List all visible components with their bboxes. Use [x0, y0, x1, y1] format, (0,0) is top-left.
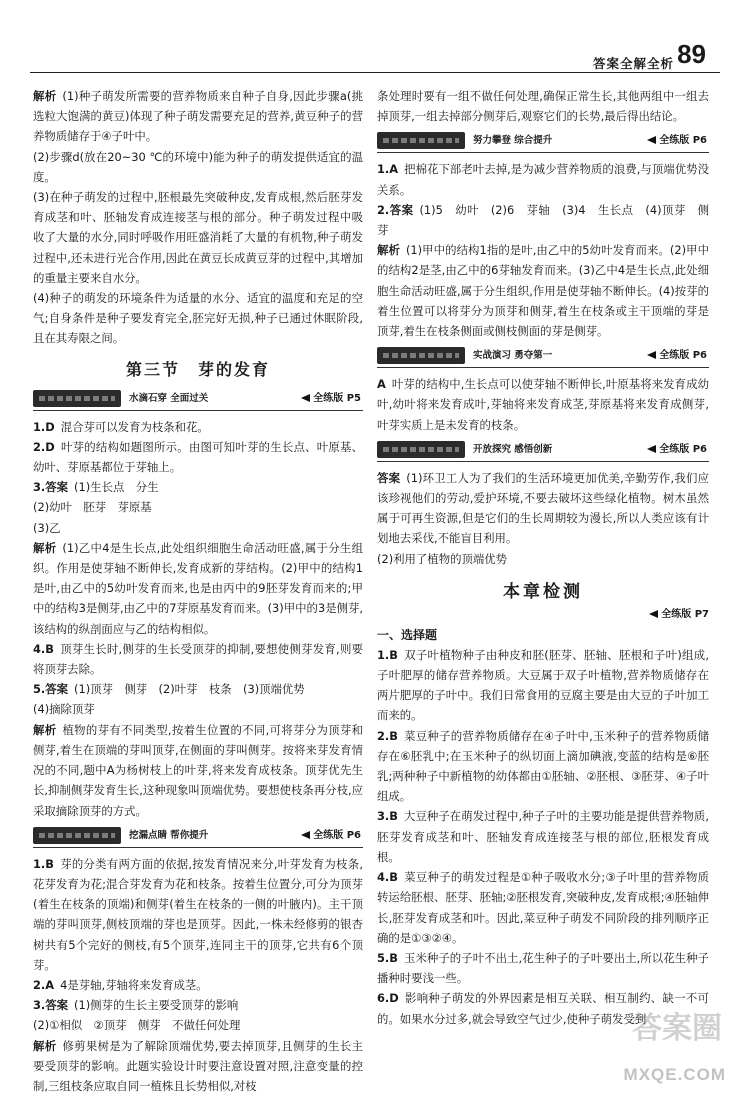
answer-key: 2.A — [33, 977, 55, 992]
answer-text: 大豆种子在萌发过程中,种子子叶的主要功能是提供营养物质,胚芽发育成茎和叶、胚轴发育成连接茎与根的部位,胚根发育成根。 — [377, 809, 709, 864]
answer-text: 菜豆种子的营养物质储存在④子叶中,玉米种子的营养物质储存在⑥胚乳中;在玉米种子的纵切面上滴加碘液,变蓝的结构是⑥胚乳;两种种子中新植物的幼体都由①胚轴、②胚根、③胚芽、④子叶组成。 — [377, 728, 709, 804]
answer-paragraph — [377, 468, 709, 549]
answer-paragraph — [33, 699, 363, 719]
arrow-icon — [301, 831, 310, 839]
page-number: 89 — [677, 39, 706, 69]
header-rule — [30, 72, 720, 73]
header-label: 答案全解全析 — [592, 56, 674, 71]
chapter-title: 本章检测 — [503, 581, 583, 602]
answer-text: (1)顶芽 侧芽 (2)叶芽 枝条 (3)顶端优势 — [74, 682, 305, 697]
answer-text: 双子叶植物种子由种皮和胚(胚芽、胚轴、胚根和子叶)组成,子叶肥厚的储存营养物质。大豆属于双子叶植物,营养物质储存在两片肥厚的子叶中。我们日常食用的豆腐主要是由大豆的子叶加工而来的。 — [377, 647, 709, 723]
banner-slogan: 水滴石穿 全面过关 — [129, 392, 209, 404]
answer-paragraph — [33, 288, 363, 349]
answer-key: 2.B — [377, 728, 398, 743]
answer-paragraph — [377, 726, 709, 807]
answer-text: 顶芽生长时,侧芽的生长受顶芽的抑制,要想使侧芽发育,则要将顶芽去除。 — [33, 641, 363, 677]
banner-version: 全练版 P6 — [647, 440, 707, 460]
answer-text: 影响种子萌发的外界因素是相互关联、相互制约、缺一不可的。如果水分过多,就会导致空气过少,使种子萌发受到 — [377, 991, 709, 1026]
answer-key: A — [377, 377, 386, 392]
page-header — [0, 0, 750, 78]
answer-paragraph — [33, 86, 363, 147]
answer-text: (1)甲中的结构1指的是叶,由乙中的5幼叶发育而来。(2)甲中的结构2是茎,由乙中的6芽轴发育而来。(3)乙中4是生长点,此处细胞生命活动旺盛,属于分生组织,作用是使芽轴不断伸长。(4)按芽的着生位置可以将芽分为顶芽和侧芽,着生在枝条或主干顶端的芽是顶芽,着生在枝条侧面或侧枝侧面的芽是侧芽。 — [377, 243, 709, 339]
answer-paragraph — [33, 497, 363, 517]
answer-paragraph — [377, 374, 709, 435]
answer-paragraph — [33, 187, 363, 288]
answer-text: (1)5 幼叶 (2)6 芽轴 (3)4 生长点 (4)顶芽 侧芽 — [377, 202, 709, 238]
banner-slogan: 实战演习 勇夺第一 — [473, 350, 553, 362]
answer-key: 2.D — [33, 439, 55, 454]
answer-text: (1)种子萌发所需要的营养物质来自种子自身,因此步骤a(挑选粒大饱满的黄豆)体现了种子萌发需要充足的营养,黄豆种子的营养物质储存于④子叶中。 — [33, 89, 363, 144]
answer-text: (4)摘除顶芽 — [33, 702, 95, 717]
answer-text: (3)在种子萌发的过程中,胚根最先突破种皮,发育成根,然后胚芽发育成茎和叶、胚轴发育成连接茎与根的部分。种子萌发过程中吸收了大量的水分,同时呼吸作用旺盛消耗了大量的有机物,种子萌发过程中,还未进行光合作用,因此在黄豆长成黄豆芽的过程中,其增加的重量主要来自水分。 — [33, 190, 363, 285]
banner-tag-graphic — [377, 132, 465, 149]
answer-text: (1)乙中4是生长点,此处组织细胞生命活动旺盛,属于分生组织。作用是使芽轴不断伸长,发育成新的芽结构。(2)甲中的结构1是叶,由乙中的5幼叶发育而来,也是由丙中的9胚芽发育而来的;甲中的结构3是侧芽,由乙中的7芽原基发育而来。(3)甲中的3是侧芽,该结构的纵剖面应与乙的结构相似。 — [33, 540, 363, 636]
arrow-icon — [647, 445, 656, 453]
banner-exam — [377, 346, 709, 368]
answer-key: 答案 — [377, 470, 401, 485]
answer-key: 3.B — [377, 809, 398, 824]
banner-version: 全练版 P6 — [647, 346, 707, 366]
answer-key: 5.B — [377, 950, 398, 965]
answer-key: 解析 — [33, 540, 57, 555]
answer-paragraph — [33, 1036, 363, 1097]
answers-comprehensive — [377, 159, 709, 341]
answer-paragraph — [33, 538, 363, 639]
answer-text: (1)环卫工人为了我们的生活环境更加优美,辛勤劳作,我们应该珍视他们的劳动,爱护环境,不要去破坏这些绿化植物。树木虽然属于可再生资源,但是它们的生长周期较为漫长,所以人类应该有计划地去采伐,不能盲目利用。 — [377, 470, 709, 546]
answer-text: 叶芽的结构如题图所示。由图可知叶芽的生长点、叶原基、幼叶、芽原基都位于芽轴上。 — [33, 439, 363, 475]
answer-key: 5.答案 — [33, 682, 69, 697]
answer-key: 3.答案 — [33, 480, 69, 495]
answer-text: (1)侧芽的生长主要受顶芽的影响 — [74, 998, 239, 1013]
answer-text: 菜豆种子的萌发过程是①种子吸收水分;③子叶里的营养物质转运给胚根、胚芽、胚轴;②胚根发育,突破种皮,发育成根;④胚轴伸长,胚芽发育成茎和叶。因此,菜豆种子萌发不同阶段的排列顺序正确的是①③②④。 — [377, 870, 709, 945]
answer-text: 4是芽轴,芽轴将来发育成茎。 — [60, 977, 208, 992]
answer-paragraph — [33, 854, 363, 975]
answer-text: (2)①相似 ②顶芽 侧芽 不做任何处理 — [33, 1018, 241, 1033]
answer-text: (2)利用了植物的顶端优势 — [377, 551, 508, 566]
banner-comprehensive — [377, 131, 709, 153]
answer-paragraph — [33, 1015, 363, 1035]
banner-tag-graphic — [33, 390, 121, 407]
answer-text: 把棉花下部老叶去掉,是为减少营养物质的浪费,与顶端优势没关系。 — [377, 162, 709, 197]
answer-paragraph — [377, 159, 709, 199]
answer-text: (2)步骤d(放在20~30 ℃的环境中)能为种子的萌发提供适宜的温度。 — [33, 149, 363, 184]
answer-paragraph — [33, 720, 363, 821]
answer-paragraph — [377, 948, 709, 988]
answer-text: 修剪果树是为了解除顶端优势,要去掉顶芽,且侧芽的生长主要受顶芽的影响。此题实验设计时要注意设置对照,注意变量的控制,三组枝条应取自同一植株且长势相似,对枝 — [33, 1038, 363, 1093]
answer-key: 2.答案 — [377, 202, 414, 217]
answer-key: 1.B — [33, 856, 54, 871]
answer-text: 叶芽的结构中,生长点可以使芽轴不断伸长,叶原基将来发育成幼叶,幼叶将来发育成叶,芽轴将来发育成茎,芽原基将来发育成侧芽,叶芽实质上是未发育的枝条。 — [377, 377, 709, 432]
answer-key: 1.D — [33, 419, 55, 434]
watermark-url: MXQE.COM — [623, 1064, 726, 1084]
answer-paragraph — [377, 549, 709, 569]
answer-text: (4)种子的萌发的环境条件为适量的水分、适宜的温度和充足的空气;自身条件是种子要发育完全,胚完好无损,种子已通过休眠阶段,且在其寿限之间。 — [33, 291, 363, 346]
left-column — [33, 86, 363, 1096]
answer-paragraph — [377, 200, 709, 240]
section-title: 第三节 芽的发育 — [125, 359, 270, 379]
answers-explore — [377, 468, 709, 569]
answer-key: 解析 — [33, 1038, 57, 1053]
answers-basic — [33, 417, 363, 821]
right-column — [377, 86, 709, 1029]
banner-version: 全练版 P5 — [301, 389, 361, 409]
continued-text: 条处理时要有一组不做任何处理,确保正常生长,其他两组中一组去掉顶芽,一组去掉部分侧芽后,观察它们的长势,最后得出结论。 — [377, 89, 709, 124]
answer-paragraph — [33, 518, 363, 538]
answer-paragraph — [377, 867, 709, 948]
answer-paragraph — [33, 437, 363, 477]
answer-paragraph — [33, 679, 363, 699]
answers-chapter — [377, 645, 709, 1029]
answer-paragraph — [33, 995, 363, 1015]
watermark-text: 答案圈 — [632, 1012, 722, 1045]
banner-tag-graphic — [33, 827, 121, 844]
answers-improve — [33, 854, 363, 1096]
answer-text: (1)生长点 分生 — [74, 480, 159, 495]
answer-paragraph — [33, 975, 363, 995]
answer-paragraph — [33, 639, 363, 679]
answer-text: (3)乙 — [33, 520, 61, 535]
answer-paragraph — [33, 147, 363, 187]
banner-slogan: 挖漏点睛 帮你提升 — [129, 829, 209, 841]
answer-key: 1.A — [377, 162, 399, 177]
answer-key: 4.B — [33, 641, 54, 656]
answer-key: 解析 — [33, 722, 57, 737]
subheading-choice: 一、选择题 — [377, 627, 438, 642]
answer-key: 3.答案 — [33, 998, 69, 1013]
banner-version: 全练版 P6 — [301, 826, 361, 846]
arrow-icon — [647, 136, 656, 144]
intro-block — [33, 86, 363, 349]
answer-text: 芽的分类有两方面的依据,按发育情况来分,叶芽发育为枝条,花芽发育为花;混合芽发育为花和枝条。按着生位置分,可分为顶芽(着生在枝条的顶端)和侧芽(着生在枝条的一侧的叶腋内)。主干顶端的芽叫顶芽,侧枝顶端的芽也是顶芽。因此,一株未经修剪的银杏树共有5个完好的侧枝,有5个顶芽,连同主干的顶芽,它共有6个顶芽。 — [33, 856, 363, 972]
arrow-icon — [649, 610, 658, 618]
answer-text: 混合芽可以发育为枝条和花。 — [60, 419, 209, 434]
answer-paragraph — [377, 806, 709, 867]
answer-paragraph — [377, 240, 709, 341]
banner-explore — [377, 440, 709, 462]
answer-text: 玉米种子的子叶不出土,花生种子的子叶要出土,所以花生种子播种时要浅一些。 — [377, 950, 709, 986]
answer-paragraph — [377, 645, 709, 726]
answer-key: 解析 — [33, 89, 57, 103]
chapter-version: 全练版 P7 — [377, 607, 709, 623]
answers-exam — [377, 374, 709, 435]
answer-text: 植物的芽有不同类型,按着生位置的不同,可将芽分为顶芽和侧芽,着生在顶端的芽叫顶芽,在侧面的芽叫侧芽。按将来芽发育情况的不同,题中A为杨树枝上的叶芽,将来发育成枝条。顶芽优先生长,抑制侧芽发育生长,这种现象叫顶端优势。要想使枝条再分枝,应采取摘除顶芽的方式。 — [33, 722, 363, 818]
arrow-icon — [301, 394, 310, 402]
answer-key: 6.D — [377, 991, 399, 1006]
answer-paragraph — [33, 477, 363, 497]
banner-improve — [33, 826, 363, 848]
watermark-logo — [582, 1012, 732, 1089]
answer-text: (2)幼叶 胚芽 芽原基 — [33, 500, 152, 515]
banner-slogan: 开放探究 感悟创新 — [473, 443, 553, 455]
banner-version: 全练版 P6 — [647, 131, 707, 151]
banner-tag-graphic — [377, 347, 465, 364]
arrow-icon — [647, 351, 656, 359]
banner-slogan: 努力攀登 综合提升 — [473, 135, 553, 147]
answer-key: 解析 — [377, 243, 400, 258]
answer-key: 1.B — [377, 647, 398, 662]
answer-key: 4.B — [377, 870, 398, 885]
banner-basic — [33, 389, 363, 411]
answer-paragraph — [33, 417, 363, 437]
banner-tag-graphic — [377, 441, 465, 458]
